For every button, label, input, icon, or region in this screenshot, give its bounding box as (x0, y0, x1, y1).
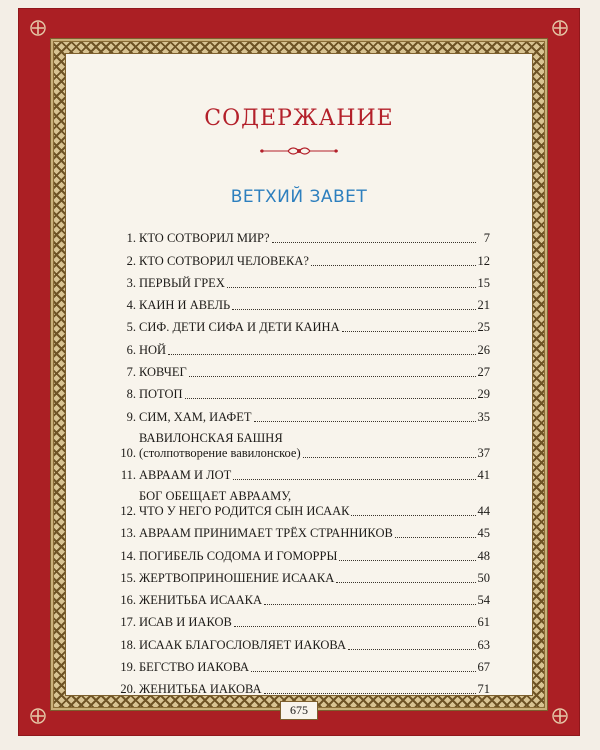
toc-entry-number: 6. (126, 342, 136, 357)
toc-entry-line (139, 446, 490, 461)
dot-leader (227, 287, 476, 288)
toc-entry (116, 564, 490, 586)
toc-entry-body (139, 571, 490, 586)
toc-entry-line (139, 254, 490, 269)
toc-entry (116, 541, 490, 563)
toc-entry-number: 19. (120, 660, 136, 675)
toc-entry (116, 358, 490, 380)
toc-entry-page: 35 (477, 409, 490, 424)
toc-entry-line (139, 593, 490, 608)
dot-leader (339, 560, 475, 561)
toc-entry-title: ЖЕНИТЬБА ИСААКА (139, 593, 263, 608)
toc-entry (116, 291, 490, 313)
toc-entry-page: 37 (477, 445, 490, 460)
toc-entry-number: 4. (126, 298, 136, 313)
toc-entry-page: 54 (477, 593, 490, 608)
toc-entry-title: КАИН И АВЕЛЬ (139, 298, 231, 313)
dot-leader (168, 354, 475, 355)
toc-entry-number: 10. (120, 445, 136, 460)
toc-entry-number: 12. (120, 503, 136, 518)
divider-ornament-icon (258, 144, 340, 158)
dot-leader (342, 331, 476, 332)
toc-entry (116, 608, 490, 630)
toc-entry-page: 41 (477, 467, 490, 482)
toc-entry-title: БЕГСТВО ИАКОВА (139, 660, 250, 675)
dot-leader (303, 457, 476, 458)
dot-leader (264, 604, 475, 605)
dot-leader (311, 265, 476, 266)
toc-entry (116, 425, 490, 461)
toc-entry-page: 25 (477, 320, 490, 335)
toc-entry-line (139, 343, 490, 358)
toc-entry-subtitle: ЧТО У НЕГО РОДИТСЯ СЫН ИСААК (139, 503, 350, 518)
toc-entry-body (139, 468, 490, 483)
dot-leader (336, 582, 475, 583)
toc-entry-line (139, 387, 490, 402)
toc-entry (116, 269, 490, 291)
toc-entry-line (139, 365, 490, 380)
toc-entry-body (139, 682, 490, 697)
toc-entry-body (139, 387, 490, 402)
toc-entry-number: 1. (126, 231, 136, 246)
toc-entry-line (139, 571, 490, 586)
toc-entry-title: КТО СОТВОРИЛ ЧЕЛОВЕКА? (139, 253, 309, 268)
toc-entry (116, 586, 490, 608)
toc-entry-body (139, 638, 490, 653)
dot-leader (233, 479, 475, 480)
toc-entry-page: 21 (477, 298, 490, 313)
toc-entry-title: ИСАВ И ИАКОВ (139, 615, 232, 630)
toc-entry-number: 9. (126, 409, 136, 424)
toc-entry-body (139, 593, 490, 608)
toc-entry-number: 18. (120, 637, 136, 652)
dot-leader (351, 515, 475, 516)
toc-entry-title: ЖЕНИТЬБА ИАКОВА (139, 682, 262, 697)
dot-leader (395, 537, 476, 538)
dot-leader (272, 242, 476, 243)
toc-entry-line (139, 320, 490, 335)
page-number: 675 (280, 701, 318, 720)
toc-entry-title: ПОТОП (139, 387, 183, 402)
toc-entry-page: 7 (483, 231, 490, 246)
toc-entry-number: 17. (120, 615, 136, 630)
toc-entry-line (139, 468, 490, 483)
toc-entry-body (139, 526, 490, 541)
book-page (18, 8, 580, 736)
toc-entry-line (139, 638, 490, 653)
toc-entry-title: БОГ ОБЕЩАЕТ АВРААМУ, (139, 488, 292, 503)
dot-leader (348, 649, 475, 650)
toc-entry-body (139, 320, 490, 335)
toc-entry-number: 8. (126, 387, 136, 402)
toc-entry (116, 519, 490, 541)
toc-entry-line (139, 504, 490, 519)
toc-entry-body (139, 431, 490, 461)
toc-entry-line (139, 660, 490, 675)
toc-entry-number: 2. (126, 253, 136, 268)
ornamental-frame (51, 39, 547, 710)
contents-panel (66, 54, 532, 695)
toc-entry-line (139, 231, 490, 246)
toc-entry (116, 461, 490, 483)
dot-leader (185, 398, 476, 399)
toc-entry-title: НОЙ (139, 342, 167, 357)
section-heading: ВЕТХИЙ ЗАВЕТ (230, 187, 368, 207)
toc-entry-title: ПЕРВЫЙ ГРЕХ (139, 275, 225, 290)
page-title: СОДЕРЖАНИЕ (204, 106, 394, 131)
toc-entry-title: СИМ, ХАМ, ИАФЕТ (139, 409, 252, 424)
toc-entry-body (139, 660, 490, 675)
toc-entry-page: 12 (477, 253, 490, 268)
dot-leader (189, 376, 476, 377)
toc-entry-number: 5. (126, 320, 136, 335)
toc-entry-body (139, 231, 490, 246)
toc-entry-page: 29 (477, 387, 490, 402)
cross-ornament-icon (30, 20, 46, 36)
dot-leader (251, 671, 475, 672)
toc-entry-number: 16. (120, 593, 136, 608)
dot-leader (264, 693, 476, 694)
toc-entry (116, 224, 490, 246)
toc-entry-page: 67 (477, 660, 490, 675)
dot-leader (234, 626, 476, 627)
toc-entry-subtitle: (столпотворение вавилонское) (139, 445, 301, 460)
toc-entry-number: 13. (120, 526, 136, 541)
toc-entry-page: 61 (477, 615, 490, 630)
toc-entry-body (139, 254, 490, 269)
toc-entry-line (139, 549, 490, 564)
toc-entry-title: ЖЕРТВОПРИНОШЕНИЕ ИСААКА (139, 570, 335, 585)
toc-entry-line (139, 526, 490, 541)
toc-entry-title: СИФ. ДЕТИ СИФА И ДЕТИ КАИНА (139, 320, 340, 335)
dot-leader (232, 309, 475, 310)
toc-entry-line (139, 615, 490, 630)
toc-entry-line (139, 682, 490, 697)
toc-entry-number: 20. (120, 682, 136, 697)
toc-entry (116, 483, 490, 519)
toc-entry-page: 71 (477, 682, 490, 697)
toc-entry (116, 653, 490, 675)
toc-entry-body (139, 489, 490, 519)
toc-entry-page: 15 (477, 275, 490, 290)
toc-entry-page: 45 (477, 526, 490, 541)
toc-entry-body (139, 615, 490, 630)
toc-entry-body (139, 298, 490, 313)
toc-entry-page: 63 (477, 637, 490, 652)
cross-ornament-icon (552, 708, 568, 724)
toc-entry-page: 26 (477, 342, 490, 357)
toc-entry-title: ВАВИЛОНСКАЯ БАШНЯ (139, 430, 283, 445)
toc-entry (116, 380, 490, 402)
toc-entry-title: ПОГИБЕЛЬ СОДОМА И ГОМОРРЫ (139, 548, 338, 563)
toc-entry-page: 50 (477, 570, 490, 585)
toc-entry-page: 48 (477, 548, 490, 563)
toc-entry (116, 313, 490, 335)
toc-entry-number: 3. (126, 275, 136, 290)
toc-entry-number: 14. (120, 548, 136, 563)
toc-list (116, 224, 490, 697)
toc-entry-line (139, 410, 490, 425)
toc-entry (116, 402, 490, 424)
toc-entry-title: КТО СОТВОРИЛ МИР? (139, 231, 270, 246)
toc-entry (116, 335, 490, 357)
dot-leader (254, 421, 476, 422)
toc-entry-body (139, 365, 490, 380)
toc-entry-title: ИСААК БЛАГОСЛОВЛЯЕТ ИАКОВА (139, 637, 347, 652)
toc-entry-line (139, 298, 490, 313)
toc-entry-title: АВРААМ ПРИНИМАЕТ ТРЁХ СТРАННИКОВ (139, 526, 393, 541)
toc-entry-title: КОВЧЕГ (139, 365, 187, 380)
toc-entry-page: 27 (477, 365, 490, 380)
toc-entry-number: 7. (126, 365, 136, 380)
toc-entry-page: 44 (477, 503, 490, 518)
toc-entry-body (139, 276, 490, 291)
toc-entry-body (139, 410, 490, 425)
cross-ornament-icon (30, 708, 46, 724)
toc-entry-body (139, 549, 490, 564)
cross-ornament-icon (552, 20, 568, 36)
toc-entry-number: 15. (120, 570, 136, 585)
toc-entry-title: АВРААМ И ЛОТ (139, 467, 232, 482)
toc-entry (116, 246, 490, 268)
toc-entry-line (139, 276, 490, 291)
toc-entry-body (139, 343, 490, 358)
toc-entry-number: 11. (120, 467, 136, 482)
toc-entry (116, 675, 490, 697)
toc-entry (116, 630, 490, 652)
